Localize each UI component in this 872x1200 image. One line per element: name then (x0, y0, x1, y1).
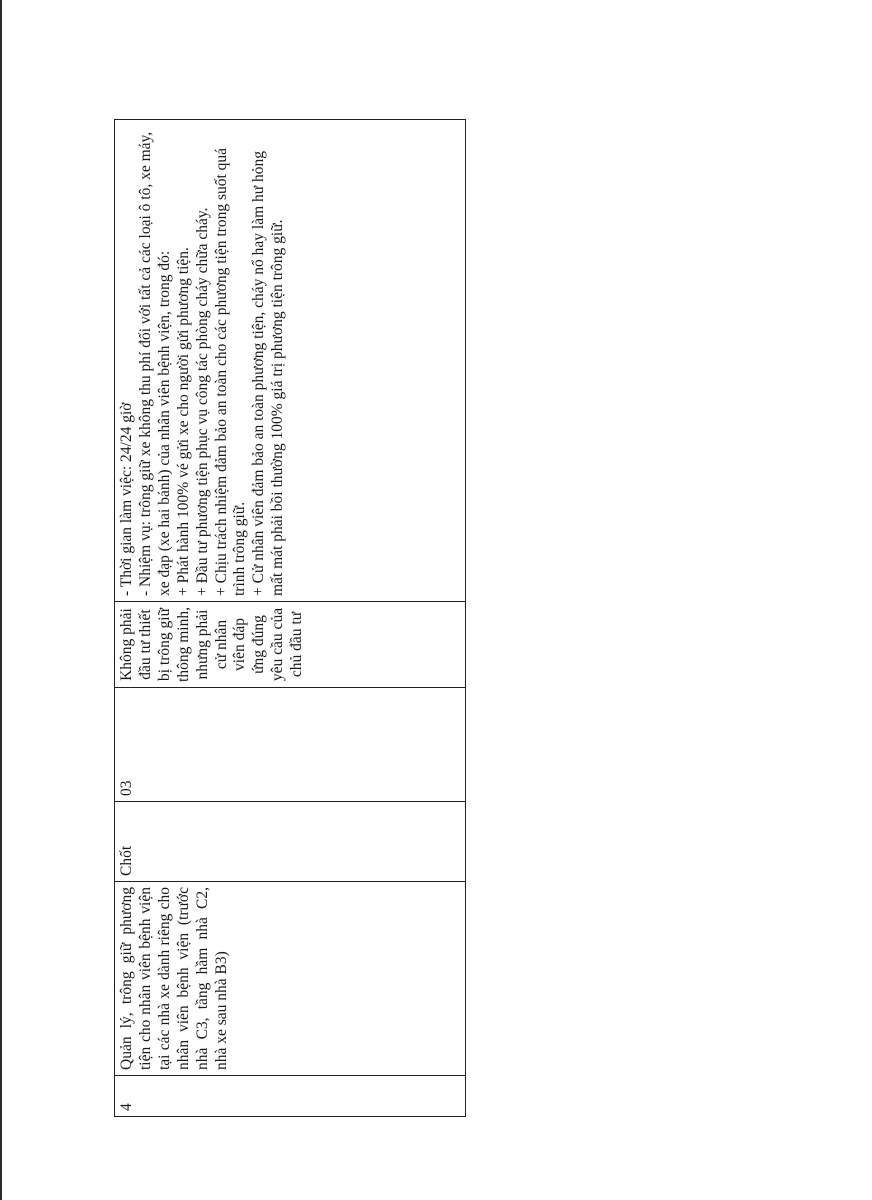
table-row (115, 120, 466, 1117)
requirement-line: + Chịu trách nhiệm đảm bảo an toàn cho các phương tiện trong suốt quá trình trông giữ. (212, 147, 249, 596)
requirement-line: + Phát hành 100% vé gửi xe cho người gửi phương tiện. (174, 247, 192, 596)
requirement-line: + Đầu tư phương tiện phục vụ công tác phòng cháy chữa cháy. (193, 207, 211, 596)
cell-unit: Chốt (115, 802, 466, 882)
cell-stt: 4 (115, 1076, 466, 1117)
requirement-line: - Nhiệm vụ: trông giữ xe không thu phí đối với tất cả các loại ô tô, xe máy, xe đạp (xe hai bánh) của nhân viên bệnh viện, trong đó: (136, 131, 173, 596)
cell-item: Quản lý, trông giữ phương tiện cho nhân viên bệnh viện tại các nhà xe dành riêng cho nhân viên bệnh viện (trước nhà C3, tầng hầm nhà C2, nhà xe sau nhà B3) (115, 882, 466, 1076)
service-table (114, 119, 466, 1117)
cell-requirements (115, 120, 466, 602)
requirement-line: + Cử nhân viên đảm bảo an toàn phương tiện, cháy nổ hay làm hư hỏng mất mát phải bồi thường 100% giá trị phương tiện trông giữ. (250, 150, 287, 596)
requirement-line: - Thời gian làm việc: 24/24 giờ (118, 402, 135, 596)
cell-note: Không phải đầu tư thiết bị trông giữ thông minh, nhưng phải cử nhân viên đáp ứng đúng yêu cầu của chủ đầu tư (115, 602, 466, 688)
rotated-table-wrapper (114, 119, 466, 1117)
cell-quantity: 03 (115, 688, 466, 802)
scan-edge (0, 0, 2, 1200)
